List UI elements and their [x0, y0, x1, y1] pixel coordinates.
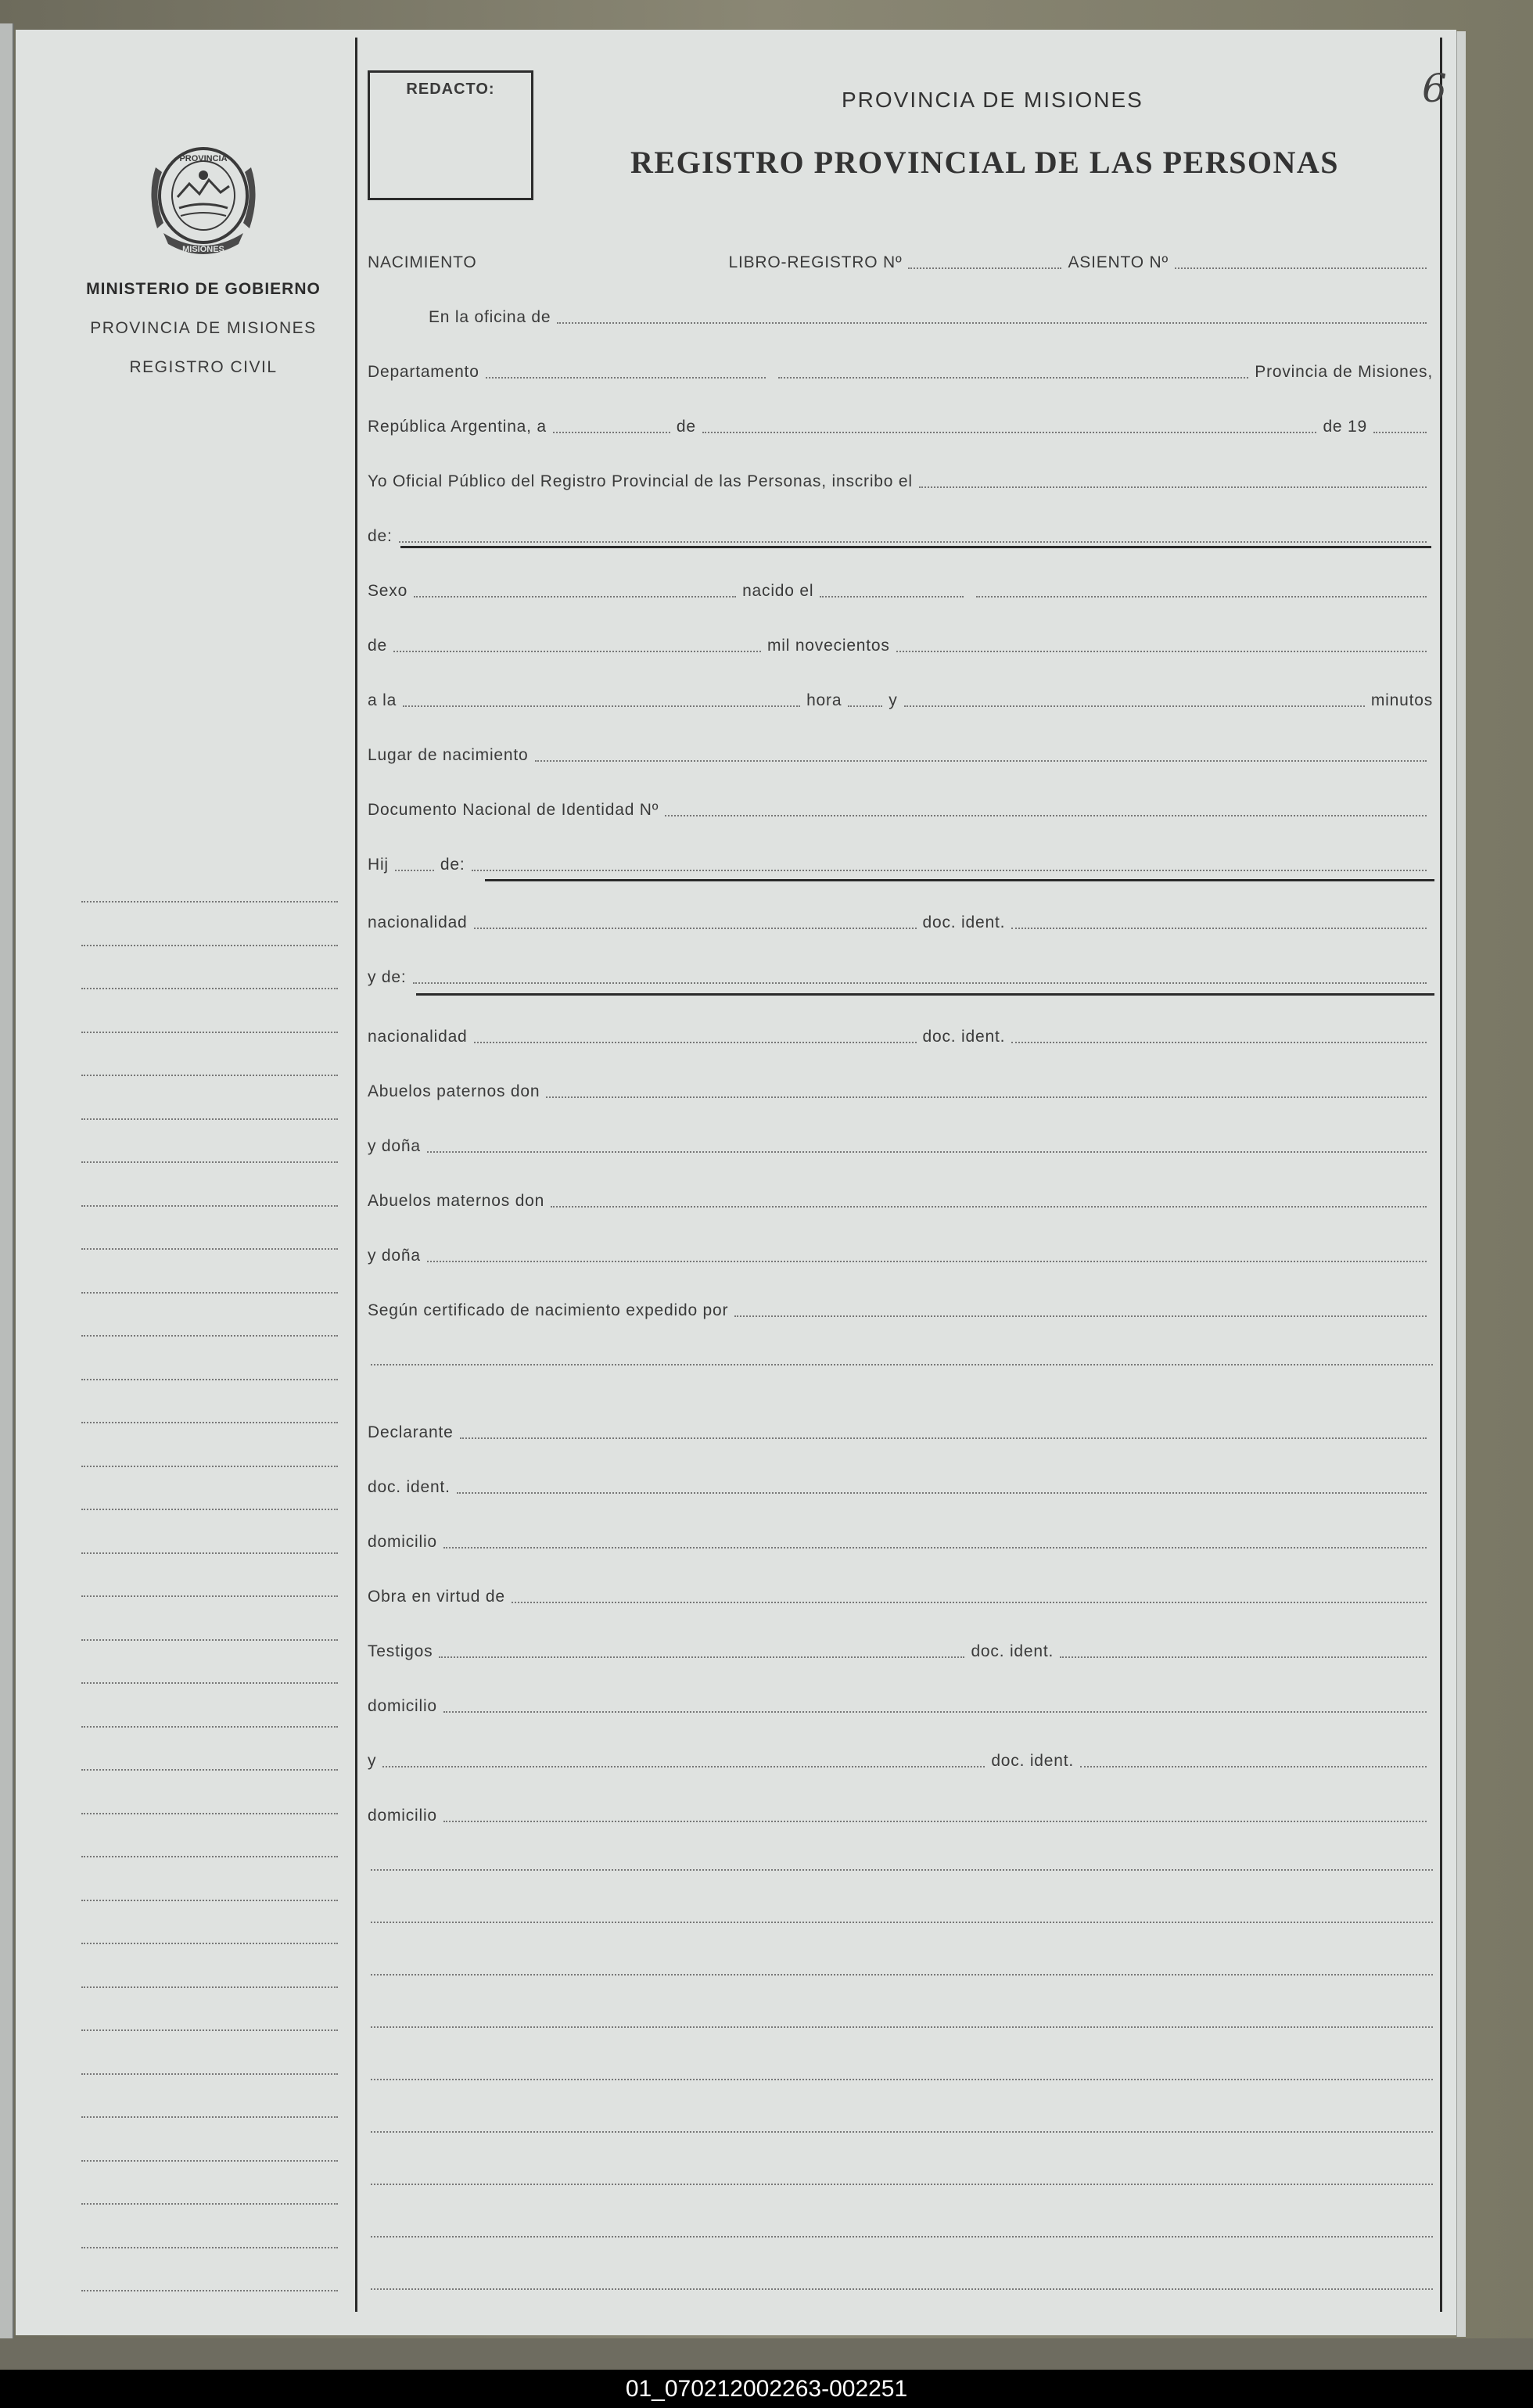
margin-line[interactable]: [81, 1900, 338, 1901]
inscribo-field[interactable]: [919, 486, 1427, 488]
row-hij: [368, 846, 1433, 877]
margin-line[interactable]: [81, 1161, 338, 1163]
certificado-field[interactable]: [734, 1315, 1427, 1317]
right-rule: [1440, 38, 1442, 2312]
padre-field[interactable]: [472, 870, 1427, 871]
footer-id-bar: [0, 2370, 1533, 2408]
svg-text:MISIONES: MISIONES: [182, 245, 224, 254]
doc-ident1-label: doc. ident.: [922, 913, 1006, 931]
row-testigos: [368, 1633, 1433, 1664]
ministry-heading: MINISTERIO DE GOBIERNO: [86, 280, 321, 298]
testigo2-field[interactable]: [382, 1766, 985, 1767]
province-heading-left: PROVINCIA DE MISIONES: [90, 319, 317, 337]
nacido-dia-field[interactable]: [820, 596, 964, 598]
y-de-label: y de:: [368, 968, 407, 986]
dona2-label: y doña: [368, 1247, 421, 1265]
obra-field[interactable]: [512, 1602, 1427, 1603]
observation-line[interactable]: [371, 2288, 1433, 2290]
documento-field[interactable]: [665, 815, 1427, 816]
doc-ident5-label: doc. ident.: [991, 1752, 1075, 1770]
row-sexo: [368, 572, 1433, 604]
row-nacimiento: [368, 244, 1433, 275]
margin-line[interactable]: [81, 1292, 338, 1294]
nombre-field[interactable]: [399, 541, 1427, 543]
margin-line[interactable]: [81, 1248, 338, 1250]
madre-field[interactable]: [413, 982, 1427, 984]
libro-label: LIBRO-REGISTRO Nº: [728, 253, 903, 271]
madre-underline: [416, 993, 1434, 996]
book-binding-bottom: [0, 2338, 1533, 2370]
declarante-label: Declarante: [368, 1423, 454, 1441]
abuelo-paterno-field[interactable]: [546, 1096, 1427, 1098]
row-departamento: [368, 353, 1433, 385]
row-yo-oficial: [368, 463, 1433, 494]
asiento-field[interactable]: [1175, 267, 1427, 269]
abuelos-maternos-label: Abuelos maternos don: [368, 1192, 545, 1210]
registry-heading-left: REGISTRO CIVIL: [129, 358, 278, 376]
footer-id: 01_070212002263-002251: [625, 2375, 908, 2402]
hora-field[interactable]: [848, 705, 882, 707]
folio-number: 6: [1422, 66, 1447, 111]
margin-line[interactable]: [81, 1943, 338, 1944]
lugar-label: Lugar de nacimiento: [368, 746, 529, 764]
nacionalidad1-field[interactable]: [474, 928, 917, 929]
observation-line[interactable]: [371, 2236, 1433, 2238]
y-label: y: [889, 691, 898, 709]
margin-line[interactable]: [81, 2116, 338, 2118]
margin-line[interactable]: [81, 945, 338, 946]
doc-ident4-label: doc. ident.: [971, 1642, 1054, 1660]
margin-line[interactable]: [81, 1769, 338, 1771]
hij-de-label: de:: [440, 856, 465, 874]
row-domicilio3: [368, 1797, 1433, 1828]
mil-novecientos-label: mil novecientos: [766, 637, 890, 655]
redacto-label: REDACTO:: [406, 81, 495, 98]
margin-line[interactable]: [81, 1552, 338, 1554]
domicilio3-label: domicilio: [368, 1807, 437, 1825]
obra-label: Obra en virtud de: [368, 1588, 505, 1606]
domicilio3-field[interactable]: [443, 1821, 1427, 1822]
nombre-underline: [400, 546, 1431, 548]
margin-line[interactable]: [81, 1856, 338, 1857]
y2-label: y: [368, 1752, 377, 1770]
row-oficina: [368, 299, 1433, 330]
certificado-field-2[interactable]: [371, 1364, 1433, 1365]
row-hora: [368, 682, 1433, 713]
margin-line[interactable]: [81, 988, 338, 989]
oficina-label: En la oficina de: [429, 308, 551, 326]
doc-ident2-label: doc. ident.: [922, 1028, 1006, 1046]
de-label: de: [676, 418, 696, 436]
row-nacionalidad2: [368, 1018, 1433, 1050]
sexo-field[interactable]: [414, 596, 736, 598]
observation-line[interactable]: [371, 2026, 1433, 2028]
row-y-de: [368, 959, 1433, 990]
margin-line[interactable]: [81, 1466, 338, 1467]
row-nacionalidad1: [368, 904, 1433, 935]
domicilio2-field[interactable]: [443, 1711, 1427, 1713]
margin-line[interactable]: [81, 1595, 338, 1597]
departamento-label: Departamento: [368, 363, 479, 381]
de19-label: de 19: [1323, 418, 1367, 436]
margin-line[interactable]: [81, 1986, 338, 1988]
observation-line[interactable]: [371, 2184, 1433, 2185]
domicilio2-label: domicilio: [368, 1697, 437, 1715]
row-dona1: [368, 1128, 1433, 1159]
asiento-label: ASIENTO Nº: [1068, 253, 1169, 271]
margin-line[interactable]: [81, 901, 338, 903]
observation-line[interactable]: [371, 1974, 1433, 1976]
padre-underline: [485, 879, 1434, 881]
sexo-label: Sexo: [368, 582, 408, 600]
doc-ident3-label: doc. ident.: [368, 1478, 451, 1496]
observation-line[interactable]: [371, 2131, 1433, 2133]
day-field[interactable]: [553, 432, 670, 433]
nacido-mes-field[interactable]: [976, 596, 1427, 598]
documento-label: Documento Nacional de Identidad Nº: [368, 801, 659, 819]
dona1-label: y doña: [368, 1137, 421, 1155]
nacionalidad2-field[interactable]: [474, 1042, 917, 1043]
testigos-label: Testigos: [368, 1642, 433, 1660]
provincia-label: Provincia de Misiones,: [1255, 363, 1433, 381]
row-domicilio1: [368, 1523, 1433, 1555]
segun-label: Según certificado de nacimiento expedido por: [368, 1301, 729, 1319]
margin-line[interactable]: [81, 1335, 338, 1337]
margin-line[interactable]: [81, 1726, 338, 1728]
margin-line[interactable]: [81, 1682, 338, 1684]
de2-label: de: [368, 637, 387, 655]
hij-suffix-field[interactable]: [395, 870, 434, 871]
declarante-field[interactable]: [460, 1437, 1427, 1439]
margin-line[interactable]: [81, 2029, 338, 2031]
margin-line[interactable]: [81, 2160, 338, 2162]
anio-field[interactable]: [896, 651, 1427, 652]
margin-rule: [355, 38, 357, 2312]
a-la-label: a la: [368, 691, 397, 709]
doc-ident5-field[interactable]: [1080, 1766, 1427, 1767]
margin-line[interactable]: [81, 1118, 338, 1120]
de-colon-label: de:: [368, 527, 393, 545]
row-doc-ident3: [368, 1469, 1433, 1500]
margin-line[interactable]: [81, 1379, 338, 1380]
row-segun: [368, 1292, 1433, 1323]
row-abuelos-paternos: [368, 1073, 1433, 1104]
province-title: PROVINCIA DE MISIONES: [842, 88, 1143, 112]
row-declarante: [368, 1414, 1433, 1445]
margin-line[interactable]: [81, 1509, 338, 1510]
domicilio1-label: domicilio: [368, 1533, 437, 1551]
observation-line[interactable]: [371, 2079, 1433, 2080]
svg-text:PROVINCIA: PROVINCIA: [179, 154, 228, 163]
yo-oficial-label: Yo Oficial Público del Registro Provincial de las Personas, inscribo el: [368, 472, 913, 490]
doc-ident2-field[interactable]: [1011, 1042, 1427, 1043]
margin-line[interactable]: [81, 2073, 338, 2075]
observation-line[interactable]: [371, 1922, 1433, 1923]
hij-label: Hij: [368, 856, 389, 874]
abuelos-paternos-label: Abuelos paternos don: [368, 1082, 540, 1100]
abuela-paterna-field[interactable]: [427, 1151, 1427, 1153]
row-abuelos-maternos: [368, 1182, 1433, 1214]
de-field[interactable]: [393, 651, 761, 652]
row-lugar: [368, 737, 1433, 768]
page-edge-right: [1456, 31, 1466, 2337]
observation-line[interactable]: [371, 1869, 1433, 1871]
margin-line[interactable]: [81, 1813, 338, 1814]
a-la-field[interactable]: [403, 705, 800, 707]
row-domicilio2: [368, 1688, 1433, 1719]
hora-label: hora: [806, 691, 842, 709]
row-dona2: [368, 1237, 1433, 1269]
margin-line[interactable]: [81, 2203, 338, 2205]
year-field[interactable]: [1373, 432, 1427, 433]
doc-ident4-field[interactable]: [1060, 1656, 1427, 1658]
nacimiento-label: NACIMIENTO: [368, 253, 477, 271]
margin-line[interactable]: [81, 2290, 338, 2291]
margin-line[interactable]: [81, 1205, 338, 1207]
oficina-field[interactable]: [557, 322, 1427, 324]
testigo1-field[interactable]: [439, 1656, 964, 1658]
nacionalidad2-label: nacionalidad: [368, 1028, 468, 1046]
departamento-field-2[interactable]: [778, 377, 1249, 379]
row-mil-novecientos: [368, 627, 1433, 659]
nacionalidad1-label: nacionalidad: [368, 913, 468, 931]
minutos-field[interactable]: [904, 705, 1365, 707]
domicilio1-field[interactable]: [443, 1547, 1427, 1549]
previous-page-edge: [0, 23, 14, 2362]
doc-ident1-field[interactable]: [1011, 928, 1427, 929]
margin-line[interactable]: [81, 1422, 338, 1423]
month-field[interactable]: [702, 432, 1317, 433]
departamento-field[interactable]: [486, 377, 766, 379]
abuelo-materno-field[interactable]: [551, 1206, 1427, 1208]
abuela-materna-field[interactable]: [427, 1261, 1427, 1262]
row-y2: [368, 1742, 1433, 1774]
nacido-el-label: nacido el: [742, 582, 814, 600]
row-documento: [368, 791, 1433, 823]
libro-field[interactable]: [908, 267, 1061, 269]
province-seal-icon: [146, 141, 260, 258]
margin-line[interactable]: [81, 1075, 338, 1076]
registry-title: REGISTRO PROVINCIAL DE LAS PERSONAS: [630, 145, 1340, 180]
minutos-label: minutos: [1370, 691, 1433, 709]
lugar-field[interactable]: [535, 760, 1427, 762]
row-republica: [368, 408, 1433, 440]
margin-line[interactable]: [81, 1639, 338, 1641]
row-de-nombre: [368, 518, 1433, 549]
doc-ident3-field[interactable]: [457, 1492, 1427, 1494]
margin-line[interactable]: [81, 2247, 338, 2248]
redacto-box[interactable]: [368, 70, 533, 200]
row-obra: [368, 1578, 1433, 1610]
margin-line[interactable]: [81, 1032, 338, 1033]
republica-label: República Argentina, a: [368, 418, 547, 436]
